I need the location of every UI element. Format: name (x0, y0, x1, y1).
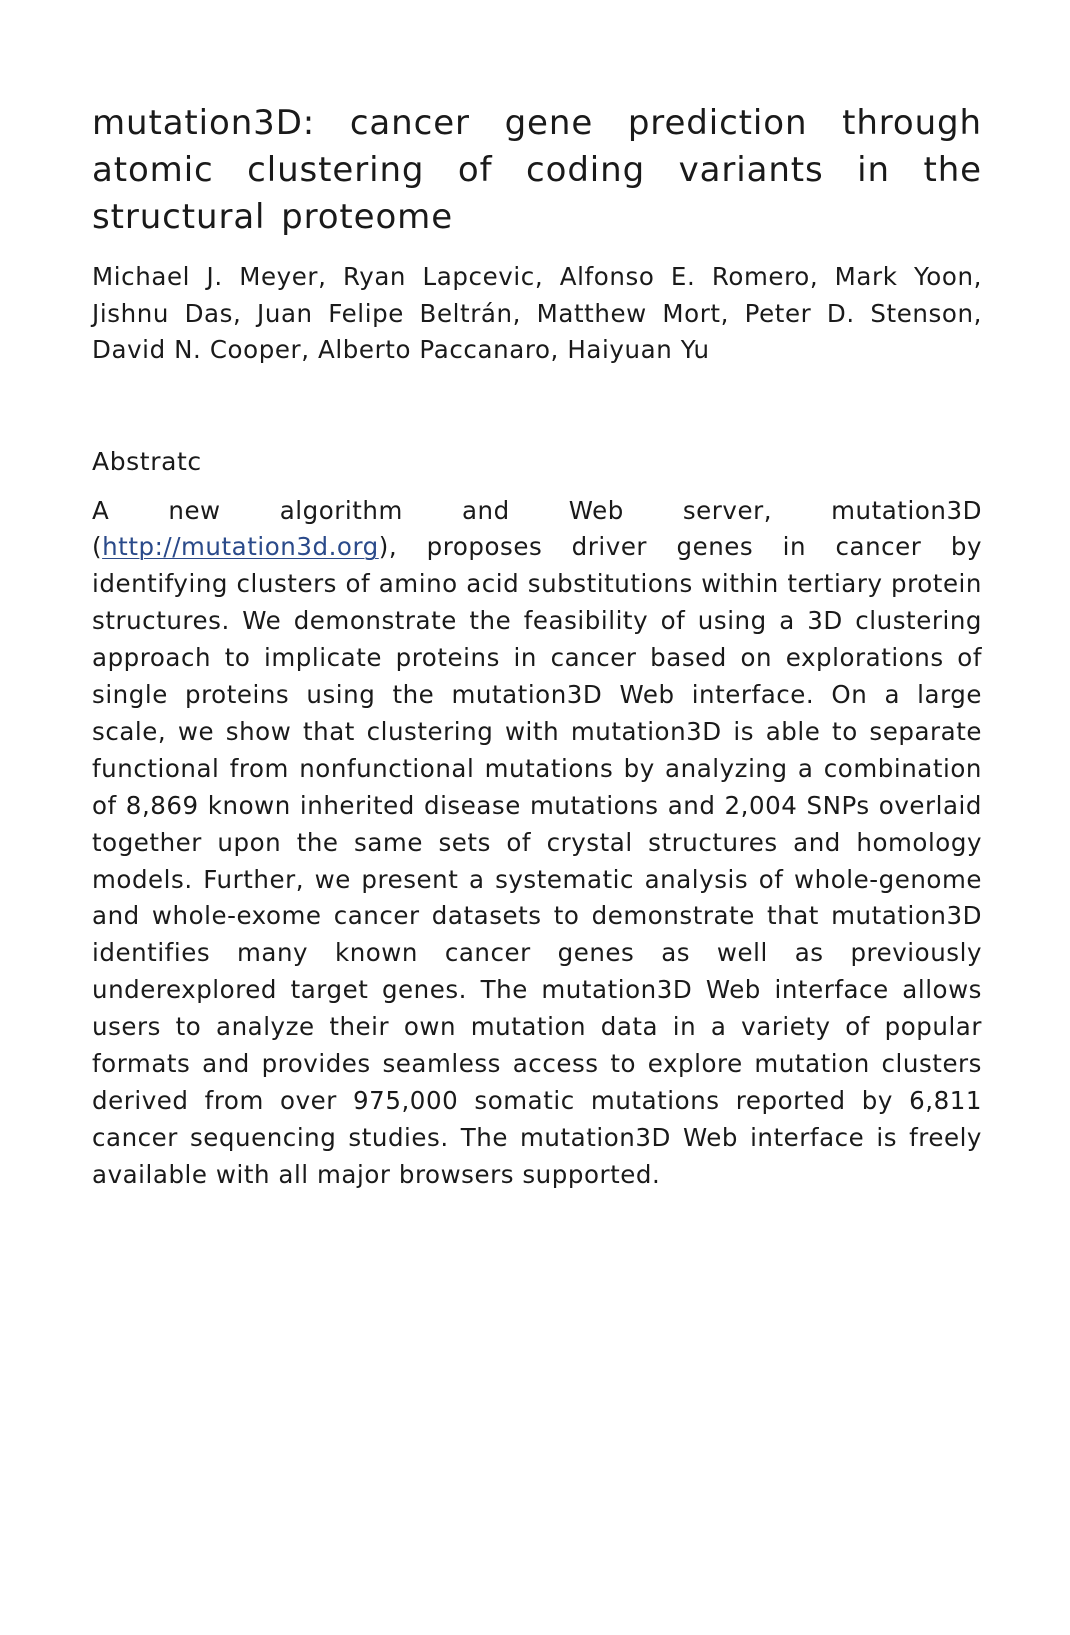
author-list: Michael J. Meyer, Ryan Lapcevic, Alfonso E. Romero, Mark Yoon, Jishnu Das, Juan Felipe Beltrán, Matthew Mort, Peter D. Stenson, David N. Cooper, Alberto Paccanaro, Haiyuan Yu (92, 262, 982, 364)
abstract-text-before-link: A new algorithm and Web server, mutation3D ( (92, 495, 982, 562)
paper-page (92, 100, 982, 1194)
paper-title: mutation3D: cancer gene prediction through atomic clustering of coding variants in the structural proteome (92, 103, 982, 237)
mutation3d-link[interactable]: http://mutation3d.org (102, 532, 379, 562)
abstract-body (92, 493, 982, 1194)
abstract-heading: Abstratc (92, 446, 202, 476)
abstract-text-after-link: ), proposes driver genes in cancer by identifying clusters of amino acid substitutions within tertiary protein structures. We demonstrate the feasibility of using a 3D clustering approach to implicate proteins in cancer based on explorations of single proteins using the mutation3D Web interface. On a large scale, we show that clustering with mutation3D is able to separate functional from nonfunctional mutations by analyzing a combination of 8,869 known inherited disease mutations and 2,004 SNPs overlaid together upon the same sets of crystal structures and homology models. Further, we present a systematic analysis of whole-genome and whole-exome cancer datasets to demonstrate that mutation3D identifies many known cancer genes as well as previously underexplored target genes. The mutation3D Web interface allows users to analyze their own mutation data in a variety of popular formats and provides seamless access to explore mutation clusters derived from over 975,000 somatic mutations reported by 6,811 cancer sequencing studies. The mutation3D Web interface is freely available with all major browsers supported. (92, 532, 982, 1189)
